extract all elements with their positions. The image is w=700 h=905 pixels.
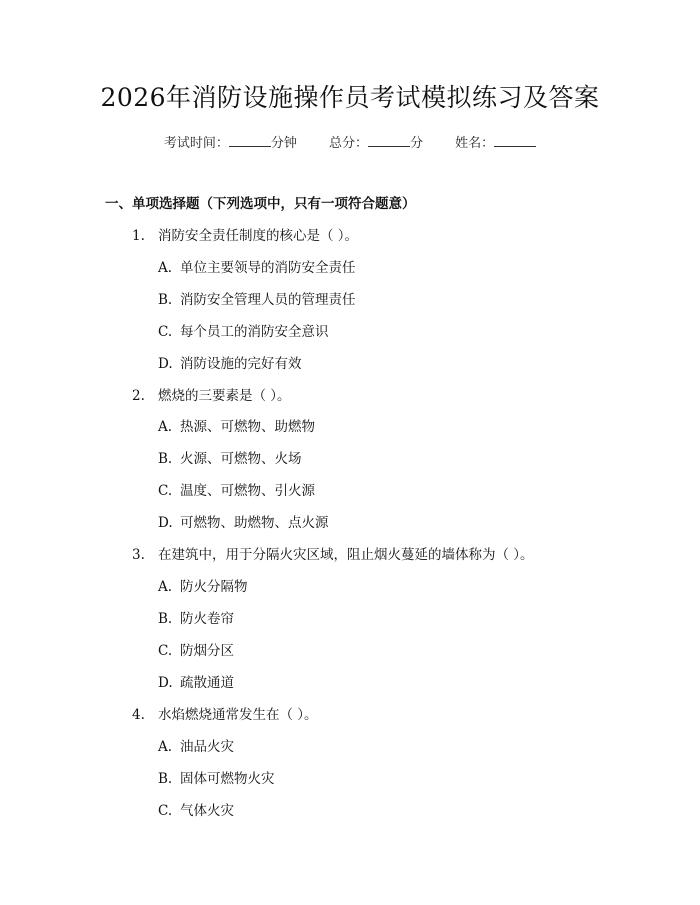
option-letter: B. [158, 611, 173, 627]
option-text: 温度、可燃物、引火源 [180, 483, 315, 499]
option-letter: A. [158, 579, 173, 595]
option-text: 热源、可燃物、助燃物 [180, 419, 315, 435]
question-4-option-c [158, 799, 234, 819]
option-text: 火源、可燃物、火场 [180, 451, 302, 467]
option-text: 防火卷帘 [180, 611, 234, 627]
total-score-blank [368, 134, 410, 147]
question-3-option-a [158, 575, 248, 595]
question-3-option-d [158, 671, 234, 691]
option-text: 消防设施的完好有效 [180, 356, 302, 372]
option-letter: B. [158, 771, 173, 787]
question-4 [132, 703, 318, 723]
question-1-option-c [158, 320, 329, 340]
exam-time-unit: 分钟 [270, 136, 297, 151]
section-heading: 一、单项选择题（下列选项中，只有一项符合题意） [105, 196, 416, 212]
question-1-option-b [158, 288, 356, 308]
page-title: 2026年消防设施操作员考试模拟练习及答案 [100, 83, 600, 112]
option-text: 防火分隔物 [180, 579, 248, 595]
option-letter: A. [158, 260, 173, 276]
question-3 [132, 543, 534, 563]
option-letter: D. [158, 356, 173, 372]
option-letter: B. [158, 451, 173, 467]
option-letter: A. [158, 739, 173, 755]
question-text: 消防安全责任制度的核心是（ ）。 [158, 228, 359, 244]
option-text: 消防安全管理人员的管理责任 [180, 292, 356, 308]
exam-info-line [0, 132, 700, 151]
exam-time-field [164, 136, 297, 151]
exam-time-label: 考试时间： [163, 136, 229, 151]
option-letter: C. [158, 803, 173, 819]
question-number: 4. [132, 707, 145, 723]
option-text: 气体火灾 [180, 803, 234, 819]
question-4-option-b [158, 767, 275, 787]
option-text: 单位主要领导的消防安全责任 [180, 260, 356, 276]
option-letter: B. [158, 292, 173, 308]
option-text: 每个员工的消防安全意识 [180, 324, 329, 340]
question-3-option-b [158, 607, 234, 627]
option-text: 防烟分区 [180, 643, 234, 659]
question-2-option-b [158, 447, 302, 467]
question-text: 水焰燃烧通常发生在（ ）。 [158, 707, 318, 723]
option-letter: A. [158, 419, 173, 435]
question-1-option-d [158, 352, 302, 372]
option-text: 可燃物、助燃物、点火源 [180, 515, 329, 531]
question-2-option-a [158, 415, 315, 435]
option-letter: D. [158, 515, 173, 531]
question-2-option-d [158, 511, 329, 531]
question-text: 燃烧的三要素是（ ）。 [158, 388, 291, 404]
question-1-option-a [158, 256, 356, 276]
name-label: 姓名： [455, 136, 495, 151]
option-letter: C. [158, 483, 173, 499]
total-score-label: 总分： [328, 136, 368, 151]
question-1 [132, 224, 358, 244]
option-text: 疏散通道 [180, 675, 234, 691]
question-number: 2. [132, 388, 145, 404]
question-2 [132, 384, 291, 404]
question-number: 1. [132, 228, 145, 244]
exam-time-blank [229, 134, 271, 147]
question-text: 在建筑中，用于分隔火灾区域，阻止烟火蔓延的墙体称为（ ）。 [158, 547, 534, 563]
question-2-option-c [158, 479, 315, 499]
question-number: 3. [132, 547, 145, 563]
question-3-option-c [158, 639, 234, 659]
option-text: 固体可燃物火灾 [180, 771, 275, 787]
option-letter: C. [158, 324, 173, 340]
total-score-field [329, 136, 423, 151]
option-letter: D. [158, 675, 173, 691]
total-score-unit: 分 [410, 136, 424, 151]
option-text: 油品火灾 [180, 739, 234, 755]
option-letter: C. [158, 643, 173, 659]
question-4-option-a [158, 735, 234, 755]
name-field [455, 136, 536, 151]
name-blank [494, 134, 536, 147]
